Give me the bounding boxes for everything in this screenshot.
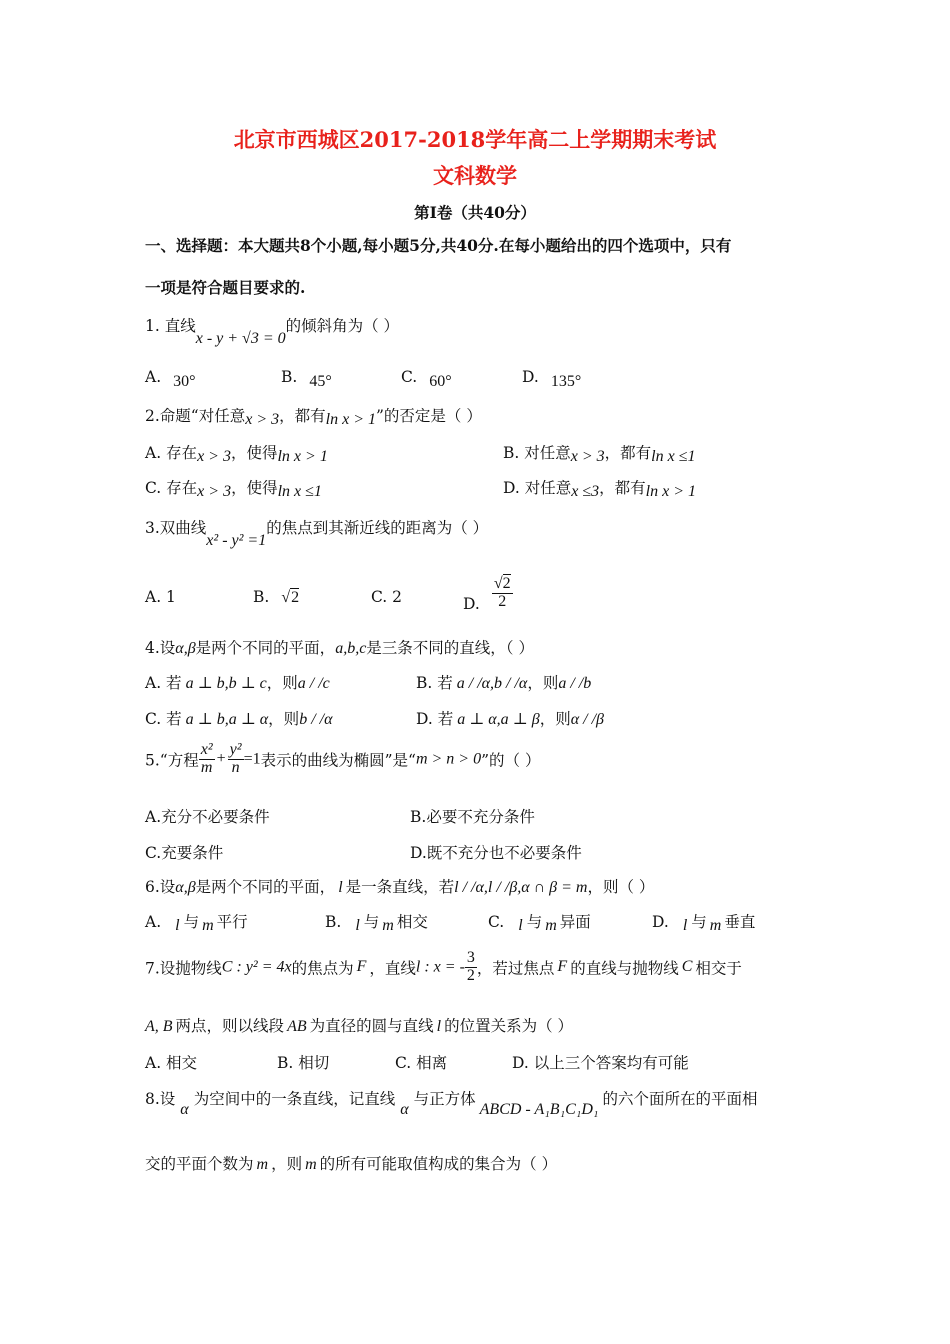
question-2-option-b: B. 对任意x > 3，都有ln x ≤1 [503,444,696,465]
question-1-option-d: D. 135° [522,368,582,390]
question-2-option-d: D. 对任意x ≤3，都有ln x > 1 [503,479,696,500]
document-subtitle: 文科数学 [433,163,517,188]
question-3-option-d: D. $\frac{√2}{2}$ [463,575,511,614]
question-5-option-c: C.充要条件 [145,844,224,862]
question-6-option-b: B. l 与 m 相交 [325,913,428,934]
question-7-option-d: D. 以上三个答案均有可能 [512,1054,689,1072]
part-heading: 第Ⅰ卷（共40分） [414,203,536,222]
question-7-option-c: C. 相离 [395,1054,448,1072]
question-2-option-a: A. 存在x > 3，使得ln x > 1 [145,444,328,465]
question-1-tail: 的倾斜角为（ ） [285,317,400,335]
question-7-line2: A, B 两点，则以线段 AB 为直径的圆与直线 l 的位置关系为（ ） [145,1017,574,1035]
question-6-option-c: C. l 与 m 异面 [488,913,591,934]
question-4-option-b: B. 若 a / /α,b / /α，则a / /b [416,674,592,692]
question-2: 2.命题“对任意x > 3，都有ln x > 1”的否定是（ ） [145,407,482,428]
document-title: 北京市西城区2017-2018学年高二上学期期末考试 [233,127,717,152]
question-6-option-d: D. l 与 m 垂直 [652,913,756,934]
question-4-option-d: D. 若 a ⊥ α,a ⊥ β，则α / /β [416,710,604,728]
question-6: 6.设α,β是两个不同的平面， l 是一条直线，若l / /α,l / /β,α ∩ β = m，则（ ） [145,878,655,896]
question-5-option-d: D.既不充分也不必要条件 [410,844,582,862]
question-3-option-a: A. 1 [145,588,176,606]
section-intro-line1: 一、选择题：本大题共8个小题,每小题5分,共40分.在每小题给出的四个选项中，只有 [145,236,732,255]
question-1-option-a: A. 30° [145,368,196,390]
question-8: 8.设α为空间中的一条直线，记直线α与正方体ABCD - A₁B₁C₁D₁的六个面所在的平面相 [145,1090,758,1118]
question-5: 5.“方程 $\frac{\text{x²}}{m}$ + $\frac{\text{y²}}{n}$ =1表示的曲线为椭圆”是“m > n > 0”的（ ） [145,741,541,776]
question-4: 4.设α,β是两个不同的平面，a,b,c是三条不同的直线，（ ） [145,639,534,657]
question-4-option-c: C. 若 a ⊥ b,a ⊥ α，则b / /α [145,710,333,728]
question-2-option-c: C. 存在x > 3，使得ln x ≤1 [145,479,322,500]
question-4-option-a: A. 若 a ⊥ b,b ⊥ c，则a / /c [145,674,330,692]
question-3: 3.双曲线x² - y² =1的焦点到其渐近线的距离为（ ） [145,519,489,549]
section-intro-line2: 一项是符合题目要求的. [145,278,306,297]
question-7-option-a: A. 相交 [145,1054,198,1072]
question-1 [145,314,400,347]
question-1-option-b: B. 45° [281,368,332,390]
question-6-option-a: A. l 与 m 平行 [145,913,248,934]
question-1-option-c: C. 60° [401,368,452,390]
question-8-line2: 交的平面个数为 m ，则 m 的所有可能取值构成的集合为（ ） [145,1155,558,1173]
question-5-option-a: A.充分不必要条件 [145,808,270,826]
question-7: 7.设抛物线C : y² = 4x的焦点为 F ，直线l : x = - $\frac{3}{2}$ ，若过焦点 F 的直线与抛物线 C 相交于 [145,949,742,984]
question-1-math: x - y + √3 = 0 [195,330,286,347]
question-1-stem: 1. 直线 [145,317,196,335]
question-3-option-b: B. √2 [253,588,300,606]
question-5-option-b: B.必要不充分条件 [410,808,535,826]
question-7-option-b: B. 相切 [277,1054,330,1072]
question-3-option-c: C. 2 [371,588,403,606]
